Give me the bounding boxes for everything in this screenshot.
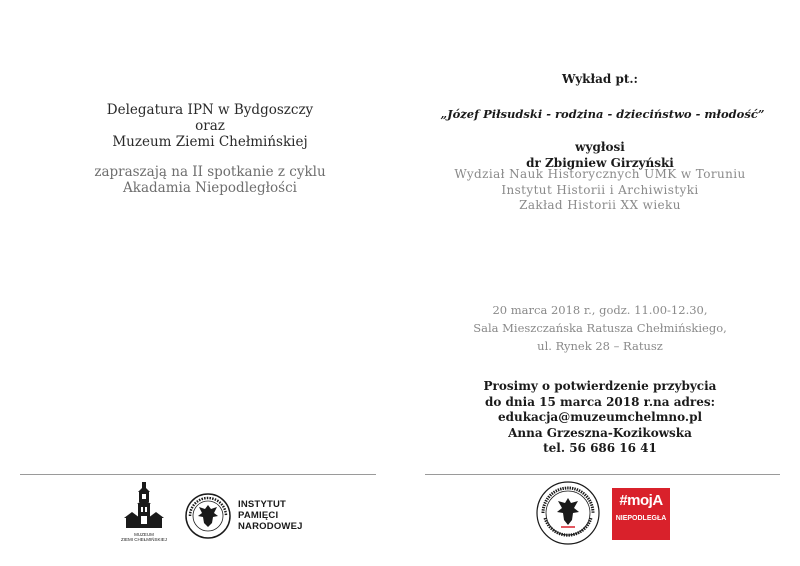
organizers-block [40, 102, 380, 150]
affiliation-line-1: Wydział Nauk Historycznych UMK w Toruniu [454, 167, 746, 181]
speaker-name: dr Zbigniew Girzyński [526, 155, 674, 170]
rsvp-email: edukacja@muzeumchelmno.pl [497, 410, 703, 424]
ipn-wordmark: INSTYTUT PAMIĘCI NARODOWEJ [238, 499, 303, 532]
rsvp-line-1: Prosimy o potwierdzenie przybycia [483, 379, 717, 393]
affiliation-line-3: Zakład Historii XX wieku [519, 198, 681, 212]
speaker-intro: wygłosi [575, 140, 625, 154]
niepodlegla-label: NIEPODLEGŁA [615, 515, 667, 522]
museum-logo-text: MUZEUM ZIEMI CHEŁMIŃSKIEJ [120, 532, 167, 542]
organizer-line-3: Muzeum Ziemi Chełmińskiej [112, 134, 308, 150]
moja-niepodlegla-logo [612, 488, 670, 540]
event-venue: Sala Mieszczańska Ratusza Chełmińskiego, [473, 321, 727, 335]
umk-university-seal-icon [535, 480, 601, 546]
rsvp-phone: tel. 56 686 16 41 [543, 441, 657, 455]
event-address: ul. Rynek 28 – Ratusz [537, 339, 663, 353]
affiliation-line-2: Instytut Historii i Archiwistyki [501, 182, 699, 197]
invitation-line-1: zapraszają na II spotkanie z cyklu [94, 164, 326, 180]
niepodlegla-hashtag: #mojA [619, 492, 663, 509]
divider-left [20, 474, 376, 475]
invitation-block [40, 164, 380, 196]
rsvp-contact-name: Anna Grzeszna-Kozikowska [508, 425, 692, 440]
ipn-eagle-seal-icon [184, 492, 232, 540]
event-details [420, 301, 780, 355]
event-date-time: 20 marca 2018 r., godz. 11.00-12.30, [492, 303, 708, 317]
lecture-title: „Józef Piłsudski - rodzina - dzieciństwo - młodość” [440, 107, 765, 121]
rsvp-block [420, 379, 780, 457]
divider-right [425, 474, 780, 475]
rsvp-line-2: do dnia 15 marca 2018 r.na adres: [484, 394, 716, 409]
affiliation-block [420, 167, 780, 214]
organizer-line-1: Delegatura IPN w Bydgoszczy [106, 102, 314, 118]
lecture-heading: Wykład pt.: [561, 72, 638, 86]
organizer-line-2: oraz [195, 118, 225, 134]
invitation-line-2: Akadamia Niepodległości [123, 180, 297, 196]
